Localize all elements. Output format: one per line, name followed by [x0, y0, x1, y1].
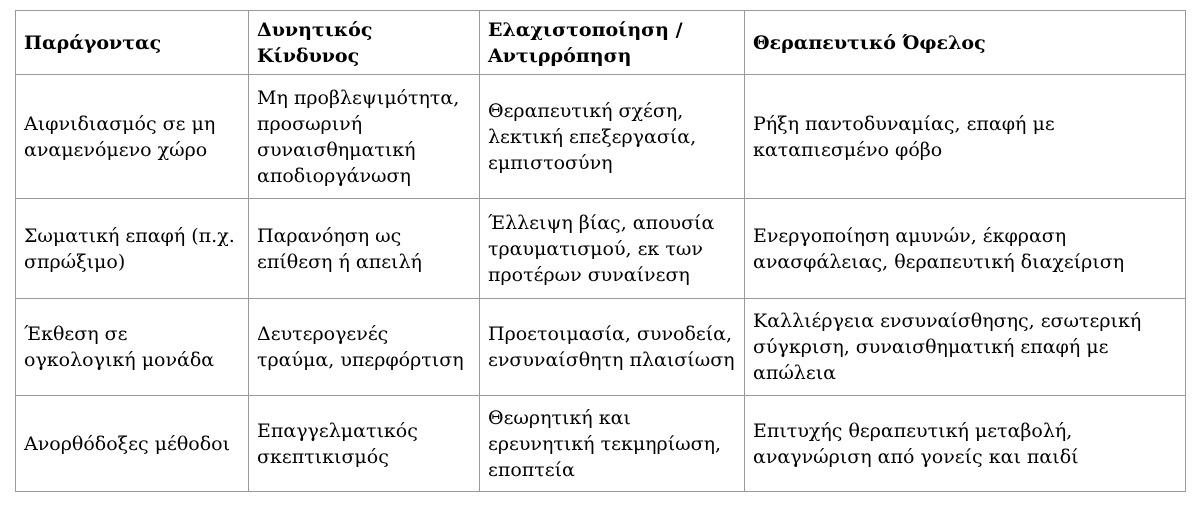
table-body	[16, 75, 1186, 492]
cell-factor: Αιφνιδιασμός σε μη αναμενόμενο χώρο	[16, 75, 249, 199]
cell-risk: Επαγγελματικός σκεπτικισμός	[249, 396, 480, 492]
cell-mitigation: Θεωρητική και ερευνητική τεκμηρίωση, εποπτεία	[480, 396, 745, 492]
risk-benefit-table	[15, 10, 1186, 492]
cell-risk: Μη προβλεψιμότητα, προσωρινή συναισθηματική αποδιοργάνωση	[249, 75, 480, 199]
table-row	[16, 396, 1186, 492]
cell-benefit: Ενεργοποίηση αμυνών, έκφραση ανασφάλειας, θεραπευτική διαχείριση	[745, 199, 1186, 299]
table-row	[16, 75, 1186, 199]
header-mitigation: Ελαχιστοποίηση / Αντιρρόπηση	[480, 11, 745, 75]
cell-risk: Παρανόηση ως επίθεση ή απειλή	[249, 199, 480, 299]
cell-benefit: Καλλιέργεια ενσυναίσθησης, εσωτερική σύγκριση, συναισθηματική επαφή με απώλεια	[745, 299, 1186, 396]
header-potential-risk: Δυνητικός Κίνδυνος	[249, 11, 480, 75]
cell-risk: Δευτερογενές τραύμα, υπερφόρτιση	[249, 299, 480, 396]
cell-factor: Σωματική επαφή (π.χ. σπρώξιμο)	[16, 199, 249, 299]
cell-mitigation: Έλλειψη βίας, απουσία τραυματισμού, εκ των προτέρων συναίνεση	[480, 199, 745, 299]
header-row	[16, 11, 1186, 75]
cell-benefit: Ρήξη παντοδυναμίας, επαφή με καταπιεσμένο φόβο	[745, 75, 1186, 199]
table-row	[16, 199, 1186, 299]
header-therapeutic-benefit: Θεραπευτικό Όφελος	[745, 11, 1186, 75]
header-factor: Παράγοντας	[16, 11, 249, 75]
table-row	[16, 299, 1186, 396]
cell-factor: Ανορθόδοξες μέθοδοι	[16, 396, 249, 492]
cell-mitigation: Θεραπευτική σχέση, λεκτική επεξεργασία, εμπιστοσύνη	[480, 75, 745, 199]
risk-benefit-table-container	[15, 10, 1185, 492]
table-header	[16, 11, 1186, 75]
cell-mitigation: Προετοιμασία, συνοδεία, ενσυναίσθητη πλαισίωση	[480, 299, 745, 396]
cell-factor: Έκθεση σε ογκολογική μονάδα	[16, 299, 249, 396]
cell-benefit: Επιτυχής θεραπευτική μεταβολή, αναγνώριση από γονείς και παιδί	[745, 396, 1186, 492]
